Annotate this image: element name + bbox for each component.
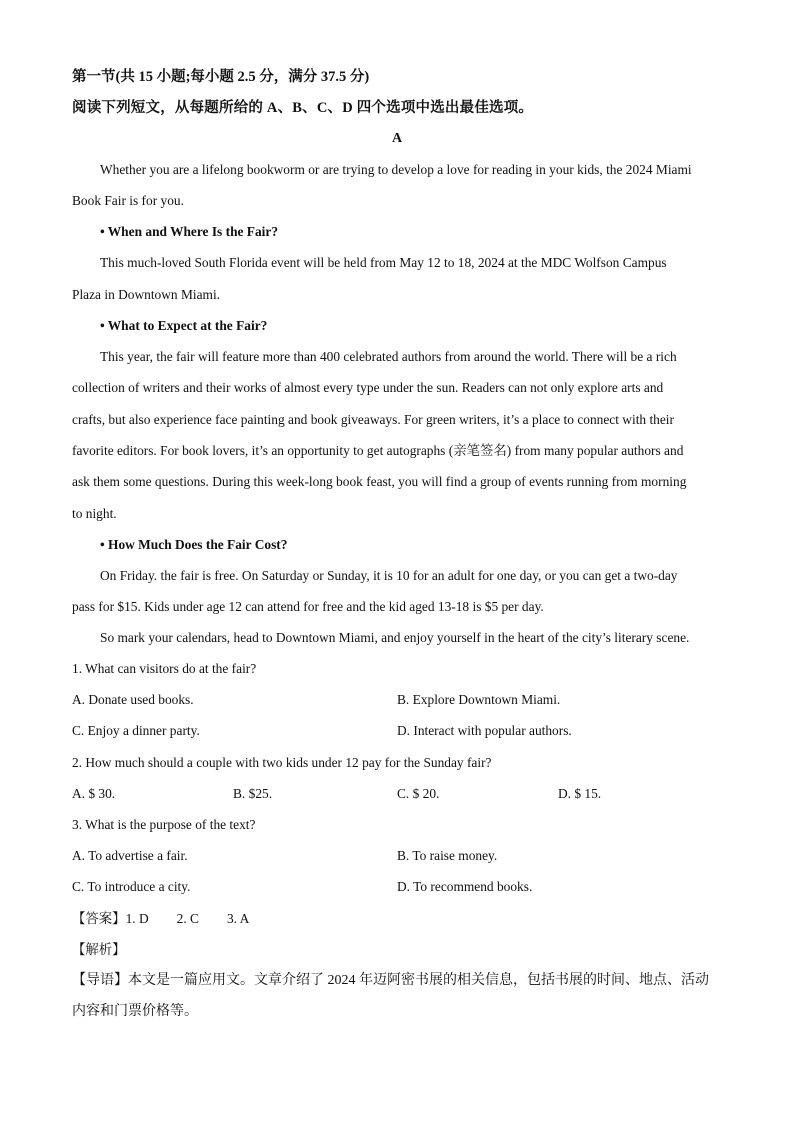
- passage-intro-line-1: Whether you are a lifelong bookworm or are trying to develop a love for reading in your kids, the 2024 Miami: [100, 162, 692, 177]
- question-2-option-b: B. $25.: [233, 786, 273, 801]
- closing-line: So mark your calendars, head to Downtown Miami, and enjoy yourself in the heart of the city’s literary scene.: [100, 630, 690, 645]
- question-1-option-d: D. Interact with popular authors.: [397, 723, 572, 738]
- when-line-1: This much-loved South Florida event will be held from May 12 to 18, 2024 at the MDC Wolfson Campus: [100, 255, 667, 270]
- answer-3: 3. A: [226, 911, 250, 926]
- passage-intro-line-2: Book Fair is for you.: [72, 193, 184, 208]
- question-1-stem: 1. What can visitors do at the fair?: [72, 661, 257, 676]
- expect-line-4: favorite editors. For book lovers, it’s an opportunity to get autographs (亲笔签名) from many popular authors and: [72, 443, 684, 458]
- when-line-2: Plaza in Downtown Miami.: [72, 287, 221, 302]
- question-2-option-c: C. $ 20.: [397, 786, 440, 801]
- answer-2: 2. C: [176, 911, 199, 926]
- guide-line-1: [72, 972, 709, 990]
- guide-label: 【导语】: [72, 973, 128, 988]
- expect-line-6: to night.: [72, 506, 117, 521]
- answer-label: 【答案】: [72, 911, 126, 926]
- question-2-stem: 2. How much should a couple with two kids under 12 pay for the Sunday fair?: [72, 755, 492, 770]
- section-title: 第一节(共 15 小题;每小题 2.5 分，满分 37.5 分): [72, 69, 370, 85]
- answer-1: 1. D: [125, 911, 149, 926]
- question-3-option-b: B. To raise money.: [397, 848, 498, 863]
- question-2-option-d: D. $ 15.: [558, 786, 602, 801]
- question-3-option-a: A. To advertise a fair.: [72, 848, 188, 863]
- heading-cost: • How Much Does the Fair Cost?: [100, 537, 288, 552]
- question-2-option-a: A. $ 30.: [72, 786, 116, 801]
- passage-label: A: [391, 131, 403, 146]
- question-1-option-c: C. Enjoy a dinner party.: [72, 723, 200, 738]
- cost-line-1: On Friday. the fair is free. On Saturday or Sunday, it is 10 for an adult for one day, or you can get a two-day: [100, 568, 678, 583]
- question-1-option-b: B. Explore Downtown Miami.: [397, 692, 561, 707]
- question-3-option-c: C. To introduce a city.: [72, 879, 191, 894]
- expect-line-3: crafts, but also experience face painting and book giveaways. For green writers, it’s a place to connect with their: [72, 412, 674, 427]
- answer-row: [72, 910, 249, 928]
- question-3-option-d: D. To recommend books.: [397, 879, 533, 894]
- cost-line-2: pass for $15. Kids under age 12 can attend for free and the kid aged 13-18 is $5 per day.: [72, 599, 544, 614]
- expect-line-2: collection of writers and their works of almost every type under the sun. Readers can not only explore arts and: [72, 380, 664, 395]
- section-instruction: 阅读下列短文，从每题所给的 A、B、C、D 四个选项中选出最佳选项。: [72, 100, 534, 116]
- question-3-stem: 3. What is the purpose of the text?: [72, 817, 256, 832]
- question-1-option-a: A. Donate used books.: [72, 692, 194, 707]
- expect-line-5: ask them some questions. During this week-long book feast, you will find a group of events running from morning: [72, 474, 687, 489]
- heading-what-to-expect: • What to Expect at the Fair?: [100, 318, 268, 333]
- analysis-label: 【解析】: [72, 942, 126, 957]
- guide-text-1: 本文是一篇应用文。文章介绍了 2024 年迈阿密书展的相关信息，包括书展的时间、地点、活动: [128, 973, 709, 988]
- expect-line-1: This year, the fair will feature more than 400 celebrated authors from around the world. There will be a rich: [100, 349, 677, 364]
- guide-line-2: 内容和门票价格等。: [72, 1004, 198, 1019]
- heading-when-where: • When and Where Is the Fair?: [100, 224, 279, 239]
